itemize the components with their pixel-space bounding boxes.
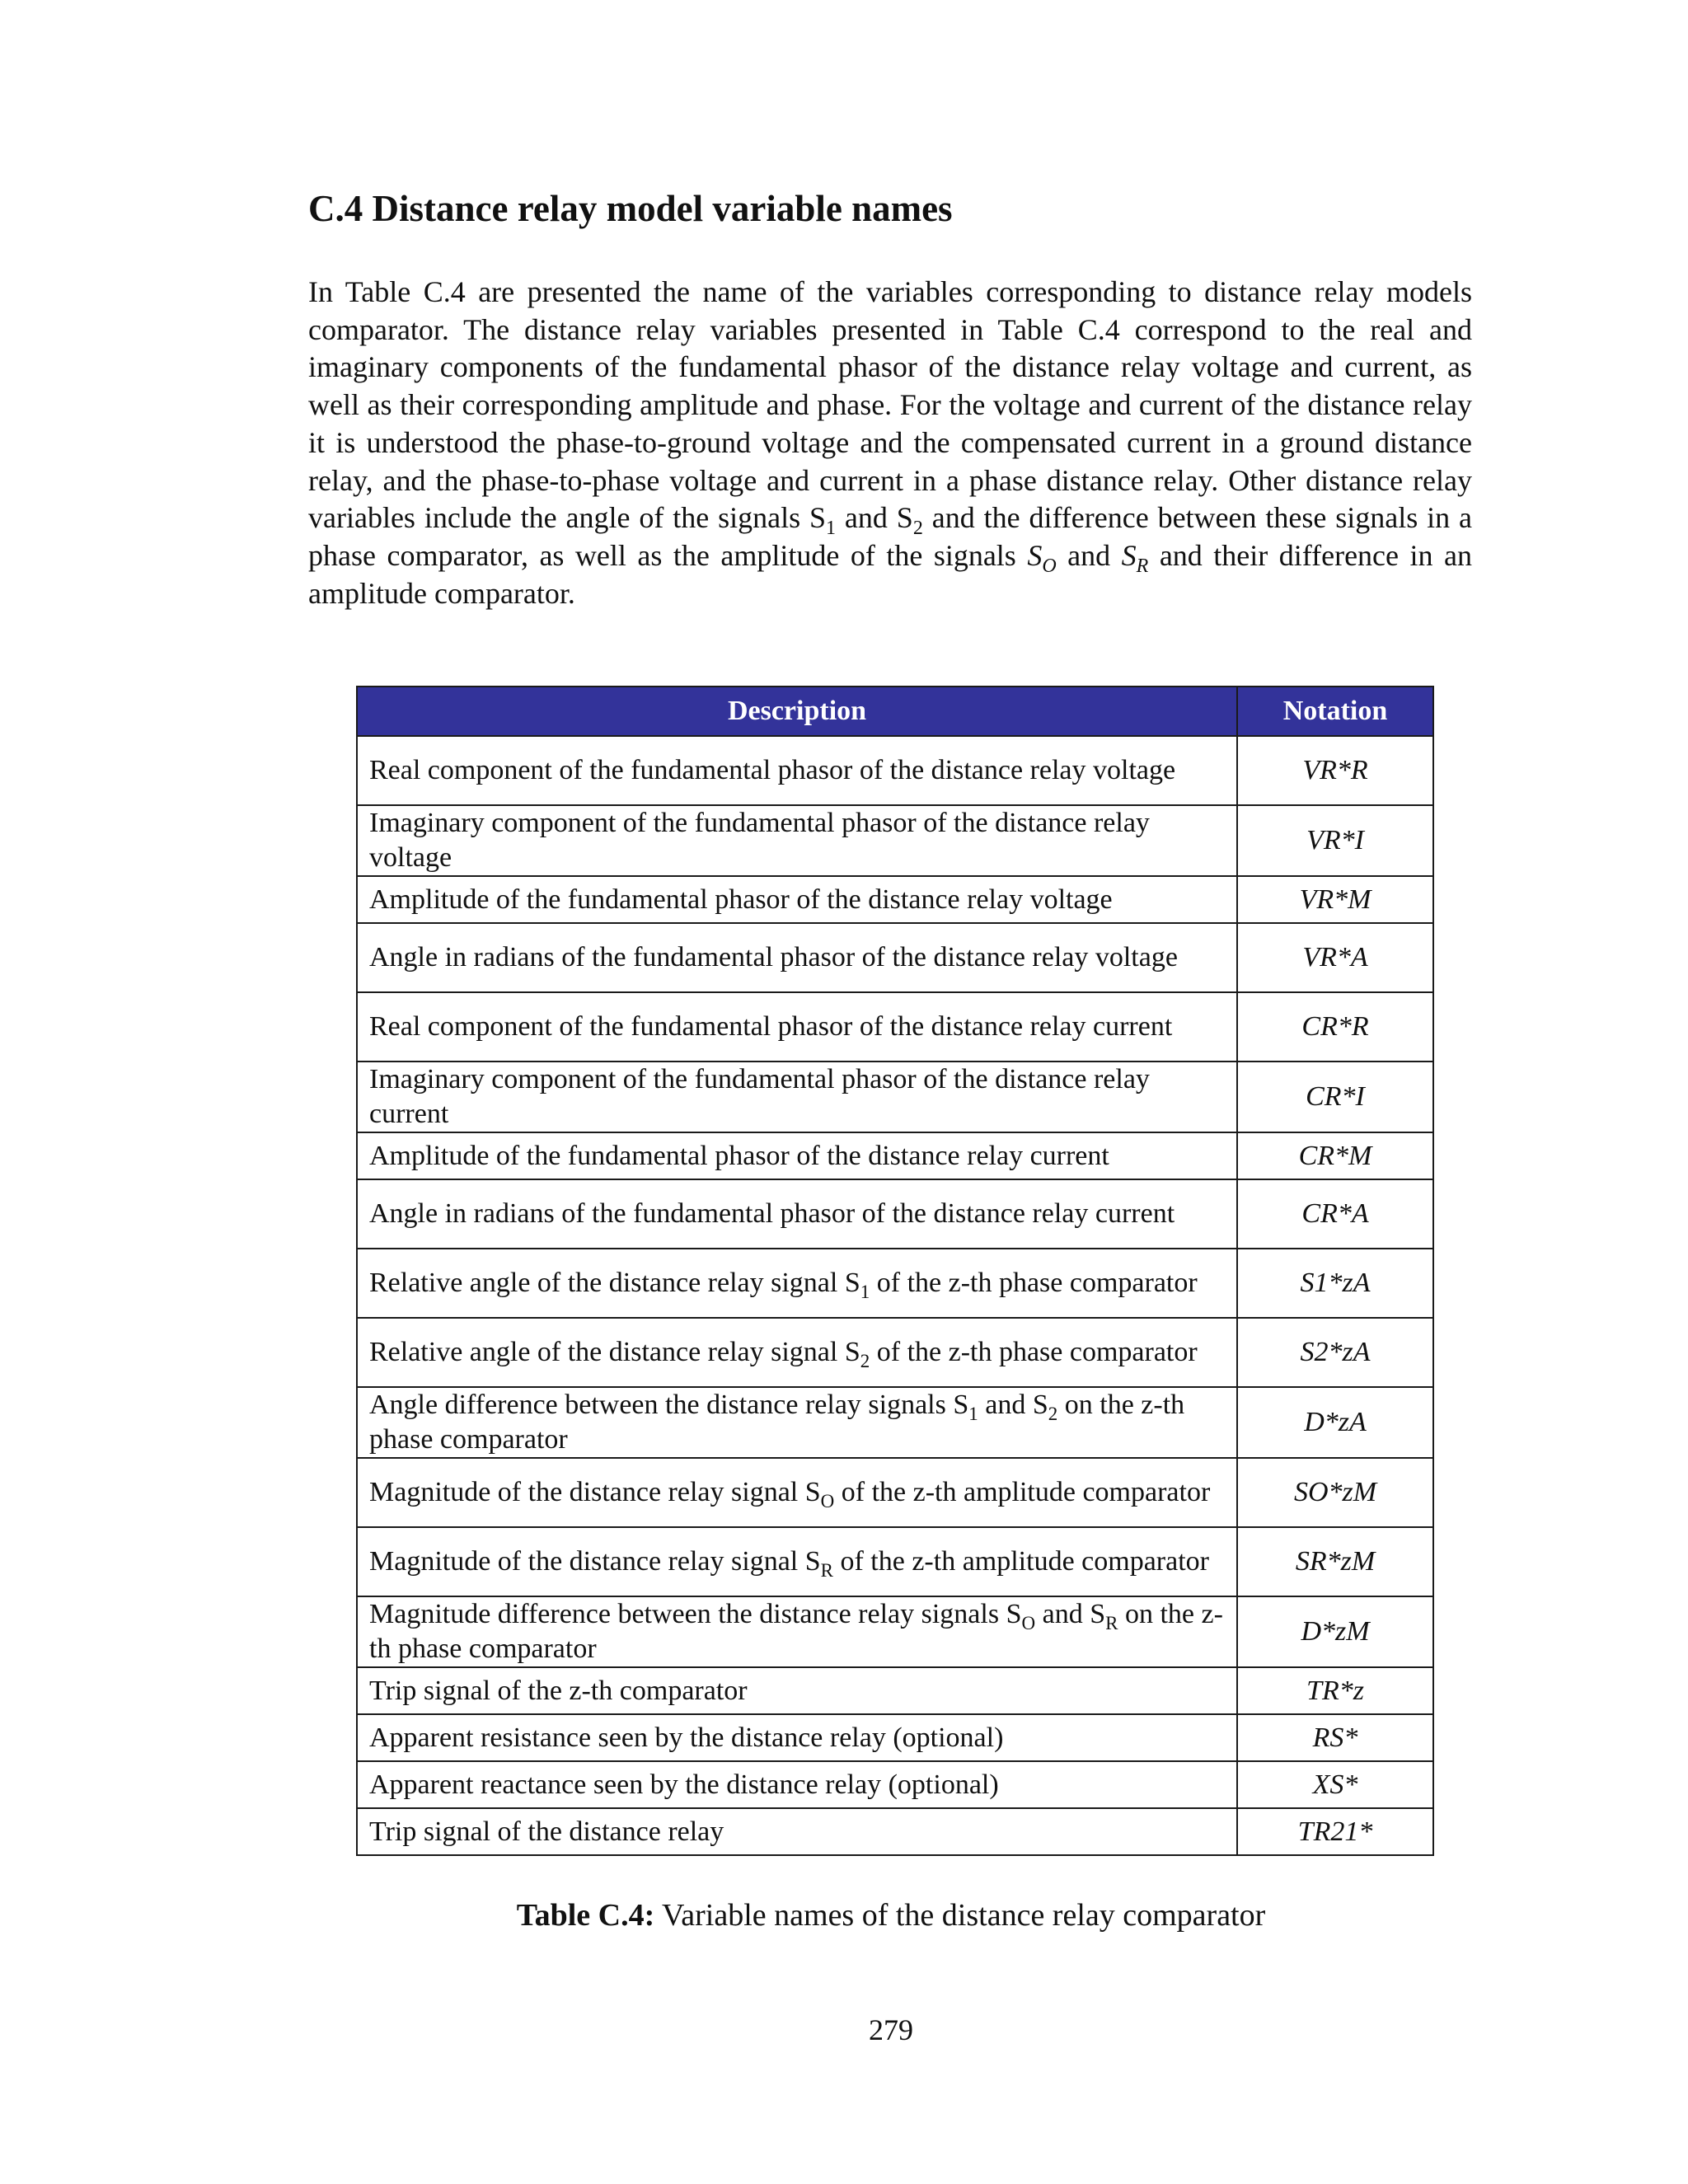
description-cell	[357, 1714, 1237, 1761]
text-run: Angle in radians of the fundamental phasor of the distance relay current	[369, 1198, 1175, 1229]
description-cell	[357, 736, 1237, 805]
text-run: Angle in radians of the fundamental phasor of the distance relay voltage	[369, 942, 1178, 972]
table-row	[357, 805, 1433, 876]
notation-cell: CR*A	[1237, 1179, 1433, 1249]
notation-cell: TR21*	[1237, 1808, 1433, 1855]
notation-cell: VR*A	[1237, 923, 1433, 992]
description-cell	[357, 1527, 1237, 1596]
notation-column-header: Notation	[1237, 687, 1433, 736]
notation-cell: XS*	[1237, 1761, 1433, 1808]
text-run: of the z-th amplitude comparator	[832, 1546, 1209, 1577]
description-cell	[357, 1249, 1237, 1318]
text-run: and S	[1035, 1599, 1106, 1629]
table-row	[357, 1667, 1433, 1714]
description-cell	[357, 1667, 1237, 1714]
caption-label: Table C.4:	[516, 1898, 655, 1933]
notation-cell: TR*z	[1237, 1667, 1433, 1714]
table-row	[357, 1179, 1433, 1249]
text-run: Amplitude of the fundamental phasor of the distance relay voltage	[369, 883, 1113, 915]
table-row	[357, 1458, 1433, 1527]
italic-symbol: S	[1121, 538, 1137, 572]
description-cell	[357, 1179, 1237, 1249]
subscript: 1	[826, 518, 837, 540]
description-cell	[357, 1132, 1237, 1179]
italic-subscript: O	[1042, 555, 1057, 578]
table-caption	[0, 1897, 1688, 1933]
subscript: R	[820, 1559, 833, 1581]
subscript: 2	[1048, 1403, 1058, 1424]
table-row	[357, 923, 1433, 992]
text-run: and S	[978, 1390, 1048, 1420]
description-cell	[357, 992, 1237, 1062]
text-run: Imaginary component of the fundamental phasor of the distance relay voltage	[369, 808, 1150, 873]
text-run: In Table C.4 are presented the name of the variables corresponding to distance relay models comparator. The distance relay variables presented in Table C.4 correspond to the real and imaginary components of the fundamental phasor of the distance relay voltage and current, as well as their corresponding amplitude and phase. For the voltage and current of the distance relay it is understood the phase-to-ground voltage and the compensated current in a ground distance relay, and the phase-to-phase voltage and current in a phase distance relay. Other distance relay variables include the angle of the signals S	[308, 275, 1472, 535]
text-run: on the z-th phase comparator	[369, 1390, 1185, 1455]
text-run: and the difference between these signals in a phase comparator, as well as the amplitude of the signals	[308, 501, 1472, 572]
notation-cell: CR*M	[1237, 1132, 1433, 1179]
notation-cell: D*zM	[1237, 1596, 1433, 1667]
subscript: 1	[860, 1281, 870, 1302]
description-cell	[357, 805, 1237, 876]
text-run: and	[1056, 538, 1122, 572]
description-column-header: Description	[357, 687, 1237, 736]
description-cell	[357, 1387, 1237, 1458]
table-row	[357, 1132, 1433, 1179]
section-heading: C.4 Distance relay model variable names	[308, 188, 953, 229]
description-cell	[357, 1596, 1237, 1667]
text-run: of the z-th amplitude comparator	[834, 1477, 1211, 1507]
page-number: 279	[869, 2013, 913, 2046]
text-run: Angle difference between the distance relay signals S	[369, 1390, 969, 1420]
variable-names-table	[356, 686, 1434, 1856]
table-row	[357, 876, 1433, 923]
table-row	[357, 1387, 1433, 1458]
text-run: Relative angle of the distance relay signal S	[369, 1337, 860, 1367]
text-run: Relative angle of the distance relay signal S	[369, 1268, 860, 1298]
italic-subscript: R	[1136, 555, 1149, 578]
text-run: Real component of the fundamental phasor of the distance relay voltage	[369, 755, 1176, 785]
notation-cell: D*zA	[1237, 1387, 1433, 1458]
table-row	[357, 1596, 1433, 1667]
notation-cell: VR*M	[1237, 876, 1433, 923]
text-run: on the z-th phase comparator	[369, 1599, 1223, 1664]
subscript: 2	[860, 1350, 870, 1371]
table-row	[357, 1808, 1433, 1855]
text-run: Imaginary component of the fundamental phasor of the distance relay current	[369, 1064, 1150, 1129]
description-cell	[357, 1458, 1237, 1527]
table-row	[357, 1249, 1433, 1318]
table-row	[357, 1714, 1433, 1761]
subscript: R	[1105, 1612, 1118, 1633]
notation-cell: CR*R	[1237, 992, 1433, 1062]
notation-cell: S1*zA	[1237, 1249, 1433, 1318]
description-cell	[357, 1761, 1237, 1808]
italic-symbol: S	[1027, 538, 1043, 572]
text-run: Amplitude of the fundamental phasor of the distance relay current	[369, 1140, 1109, 1171]
text-run: Trip signal of the z-th comparator	[369, 1675, 748, 1706]
notation-cell: SO*zM	[1237, 1458, 1433, 1527]
caption-text: Variable names of the distance relay comparator	[654, 1898, 1266, 1933]
text-run: and S	[836, 501, 913, 535]
table-header-row	[357, 687, 1433, 736]
table-row	[357, 736, 1433, 805]
table-row	[357, 1062, 1433, 1132]
description-cell	[357, 1062, 1237, 1132]
notation-cell: S2*zA	[1237, 1318, 1433, 1387]
notation-cell: VR*I	[1237, 805, 1433, 876]
subscript: O	[1021, 1612, 1036, 1633]
text-run: Magnitude of the distance relay signal S	[369, 1477, 821, 1507]
text-run: Magnitude difference between the distance relay signals S	[369, 1599, 1022, 1629]
table-row	[357, 1527, 1433, 1596]
table-row	[357, 1761, 1433, 1808]
notation-cell: VR*R	[1237, 736, 1433, 805]
notation-cell: RS*	[1237, 1714, 1433, 1761]
text-run: Apparent resistance seen by the distance relay (optional)	[369, 1722, 1004, 1753]
table-row	[357, 992, 1433, 1062]
text-run: of the z-th phase comparator	[870, 1337, 1198, 1367]
description-cell	[357, 876, 1237, 923]
intro-paragraph	[308, 274, 1472, 612]
text-run: and their difference in an amplitude comparator.	[308, 538, 1472, 610]
subscript: 2	[912, 518, 923, 540]
table-row	[357, 1318, 1433, 1387]
text-run: Magnitude of the distance relay signal S	[369, 1546, 821, 1577]
subscript: 1	[968, 1403, 978, 1424]
description-cell	[357, 923, 1237, 992]
text-run: Trip signal of the distance relay	[369, 1816, 724, 1847]
table-body	[357, 736, 1433, 1855]
text-run: of the z-th phase comparator	[870, 1268, 1198, 1298]
subscript: O	[820, 1490, 835, 1511]
notation-cell: CR*I	[1237, 1062, 1433, 1132]
description-cell	[357, 1318, 1237, 1387]
notation-cell: SR*zM	[1237, 1527, 1433, 1596]
text-run: Real component of the fundamental phasor of the distance relay current	[369, 1011, 1173, 1042]
text-run: Apparent reactance seen by the distance relay (optional)	[369, 1769, 999, 1800]
description-cell	[357, 1808, 1237, 1855]
